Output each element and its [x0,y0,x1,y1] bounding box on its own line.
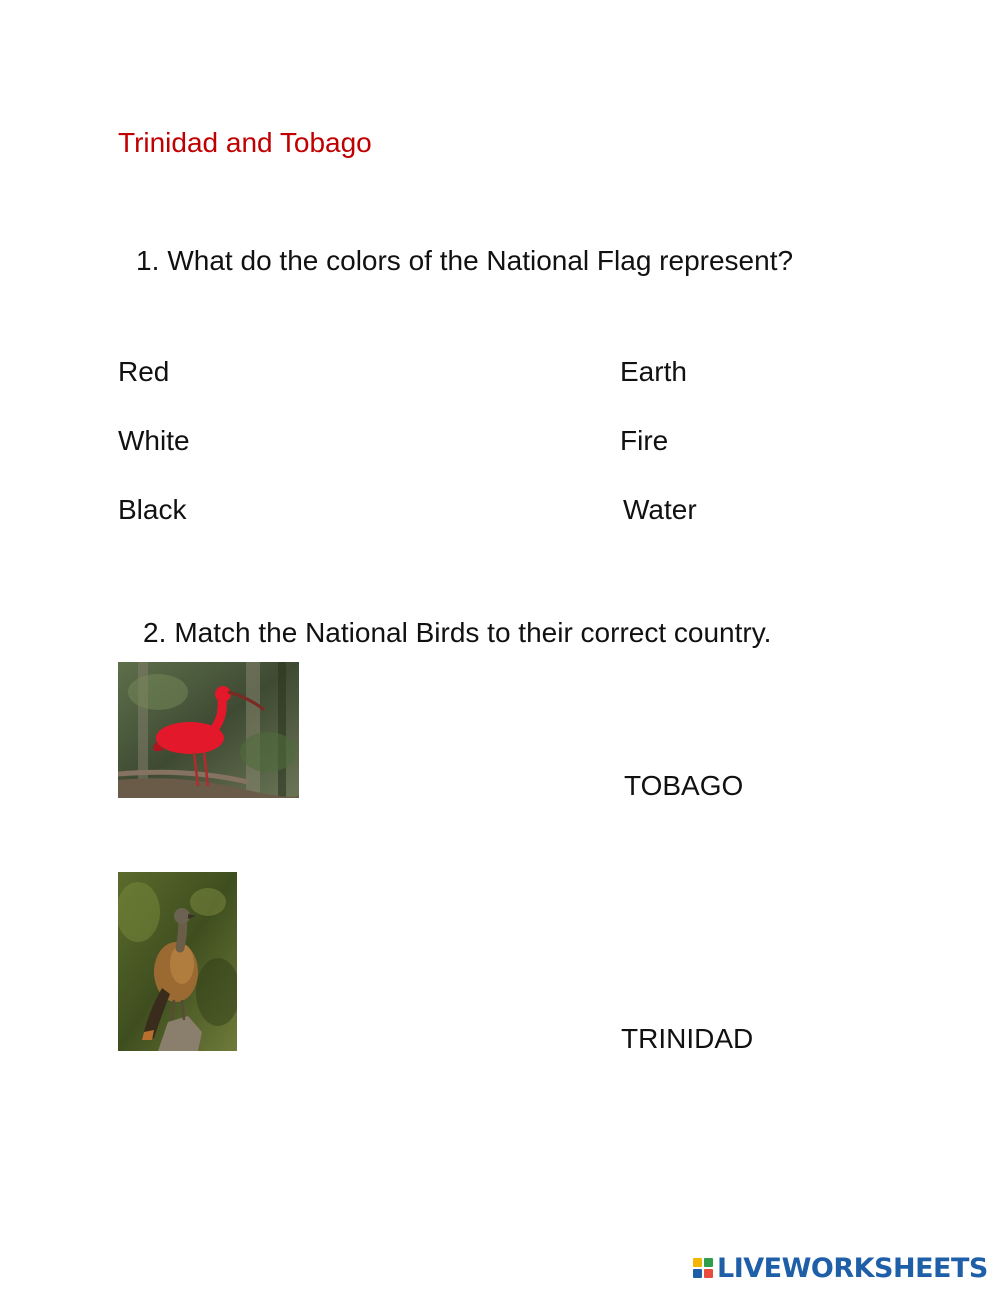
color-black-label: Black [118,494,187,525]
question-1-text: What do the colors of the National Flag represent? [167,245,794,276]
logo-square-blue [693,1269,702,1278]
meaning-earth-label: Earth [620,356,687,387]
color-white-label: White [118,425,190,456]
liveworksheets-logo-icon [693,1258,713,1278]
question-1 [136,245,793,277]
liveworksheets-logo[interactable] [693,1251,988,1285]
country-tobago-label: TOBAGO [624,770,744,801]
logo-square-yellow [693,1258,702,1267]
logo-square-green [704,1258,713,1267]
meaning-water-label: Water [623,494,697,525]
page-title: Trinidad and Tobago [118,127,372,158]
cocrico-photo[interactable] [118,872,237,1051]
scarlet-ibis-image [118,662,299,798]
question-2 [143,617,771,649]
question-2-number: 2. [143,617,167,648]
color-red-label: Red [118,356,170,387]
cocrico-image [118,872,237,1051]
meaning-fire-label: Fire [620,425,669,456]
country-trinidad-label: TRINIDAD [621,1023,754,1054]
logo-square-red [704,1269,713,1278]
question-2-text: Match the National Birds to their correct country. [174,617,772,648]
scarlet-ibis-photo[interactable] [118,662,299,798]
question-1-number: 1. [136,245,160,276]
liveworksheets-logo-text: LIVEWORKSHEETS [717,1252,988,1284]
